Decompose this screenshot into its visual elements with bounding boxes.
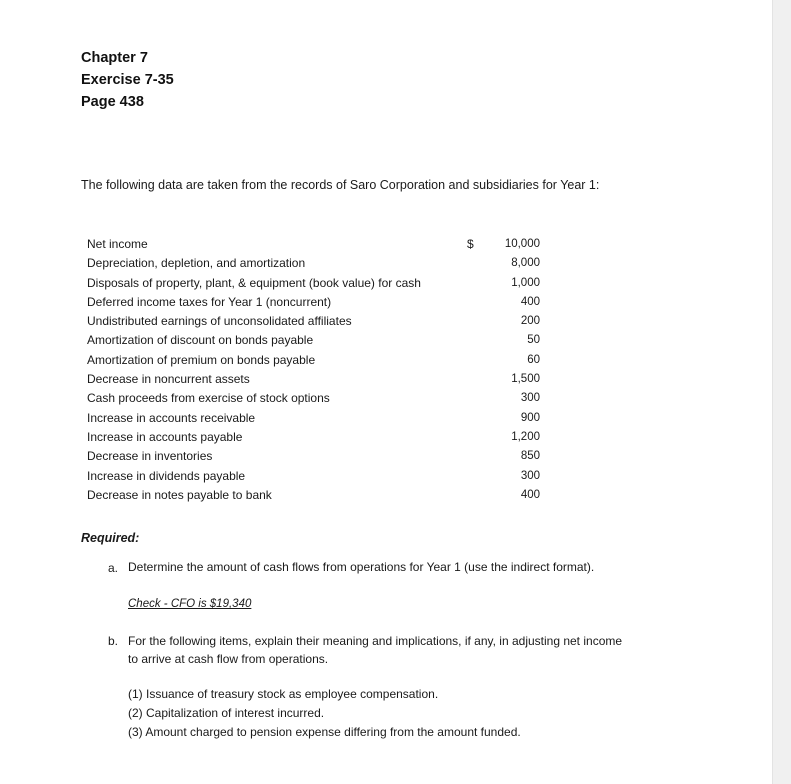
required-heading: Required:	[81, 531, 140, 545]
row-label: Amortization of premium on bonds payable	[87, 352, 316, 367]
row-value: 300	[520, 392, 540, 405]
table-row	[87, 447, 557, 466]
viewer-right-edge	[772, 0, 791, 784]
row-value: 400	[520, 488, 540, 501]
item-b-letter: b.	[108, 634, 119, 648]
row-label: Decrease in inventories	[87, 449, 213, 464]
exercise-heading: Exercise 7-35	[81, 72, 174, 88]
table-row	[87, 331, 557, 350]
row-label: Deferred income taxes for Year 1 (noncurrent)	[87, 294, 332, 309]
row-label: Cash proceeds from exercise of stock options	[87, 391, 330, 406]
row-label: Decrease in notes payable to bank	[87, 487, 272, 502]
row-value: 900	[520, 411, 540, 424]
currency-symbol: $	[467, 237, 474, 251]
item-b-line1: For the following items, explain their meaning and implications, if any, in adjusting net income	[128, 634, 623, 648]
row-value: 1,000	[511, 276, 540, 289]
row-label: Increase in dividends payable	[87, 468, 246, 483]
table-row	[87, 370, 557, 389]
table-row	[87, 293, 557, 312]
row-value: 400	[520, 295, 540, 308]
row-value: 50	[527, 334, 540, 347]
table-row	[87, 409, 557, 428]
subitem-1: (1) Issuance of treasury stock as employee compensation.	[128, 687, 439, 701]
table-row	[87, 254, 557, 273]
subitem-3: (3) Amount charged to pension expense differing from the amount funded.	[128, 725, 521, 739]
intro-text: The following data are taken from the records of Saro Corporation and subsidiaries for Year 1:	[81, 178, 600, 192]
row-value: 1,500	[511, 373, 540, 386]
table-row	[87, 486, 557, 505]
row-value: 60	[527, 353, 540, 366]
page-heading: Page 438	[81, 94, 144, 110]
row-label: Depreciation, depletion, and amortization	[87, 256, 306, 271]
row-value: 1,200	[511, 430, 540, 443]
row-value: 10,000	[504, 238, 540, 250]
row-value: 300	[520, 469, 540, 482]
table-row	[87, 351, 557, 370]
row-label: Decrease in noncurrent assets	[87, 372, 250, 387]
row-value: 8,000	[511, 257, 540, 270]
chapter-heading: Chapter 7	[81, 50, 148, 66]
row-label: Undistributed earnings of unconsolidated affiliates	[87, 314, 352, 329]
table-row	[87, 235, 557, 254]
row-value: 200	[520, 315, 540, 328]
row-label: Increase in accounts payable	[87, 429, 243, 444]
table-row	[87, 312, 557, 331]
table-row	[87, 428, 557, 447]
row-label: Amortization of discount on bonds payable	[87, 333, 314, 348]
item-a-text: Determine the amount of cash flows from operations for Year 1 (use the indirect format).	[128, 560, 595, 574]
row-label: Net income	[87, 237, 148, 251]
row-value: 850	[520, 450, 540, 463]
table-row	[87, 274, 557, 293]
data-table	[87, 235, 557, 505]
item-b-line2: to arrive at cash flow from operations.	[128, 652, 329, 666]
check-answer: Check - CFO is $19,340	[128, 598, 252, 610]
item-a-letter: a.	[108, 561, 119, 575]
row-label: Disposals of property, plant, & equipment (book value) for cash	[87, 275, 421, 290]
table-row	[87, 389, 557, 408]
row-label: Increase in accounts receivable	[87, 410, 256, 425]
subitem-2: (2) Capitalization of interest incurred.	[128, 706, 325, 720]
table-row	[87, 467, 557, 486]
